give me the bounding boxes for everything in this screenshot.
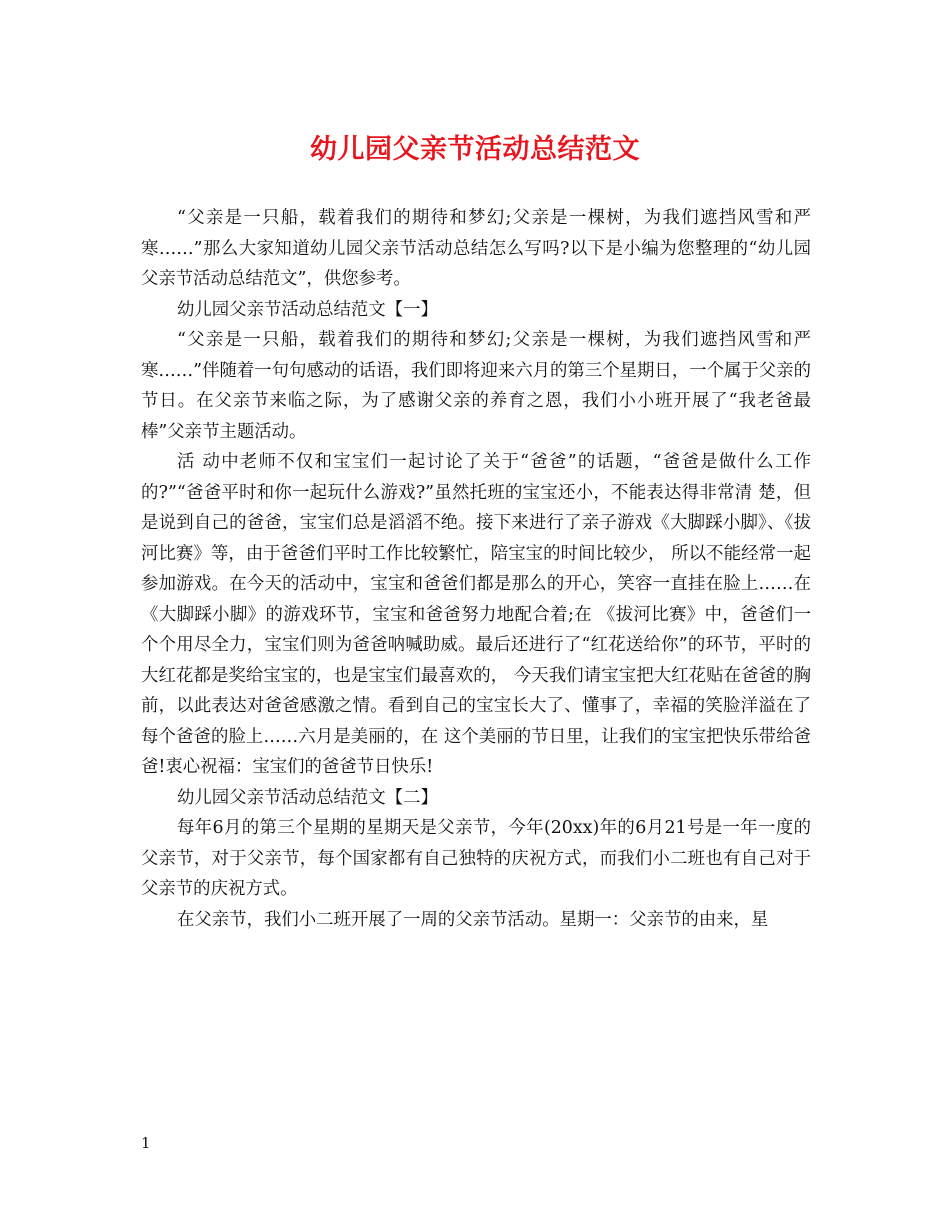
paragraph-two-b: 在父亲节，我们小二班开展了一周的父亲节活动。星期一：父亲节的由来，星 [177, 909, 769, 930]
document-body [141, 203, 811, 935]
paragraph-intro: “父亲是一只船，载着我们的期待和梦幻;父亲是一棵树，为我们遮挡风雪和严寒……”那么大家知道幼儿园父亲节活动总结怎么写吗?以下是小编为您整理的“幼儿园父亲节活动总结范文”，供您参考。 [141, 208, 811, 289]
section-heading-one: 幼儿园父亲节活动总结范文【一】 [177, 299, 438, 320]
document-title: 幼儿园父亲节活动总结范文 [310, 134, 640, 165]
section-heading-two: 幼儿园父亲节活动总结范文【二】 [177, 787, 438, 808]
page-number: 1 [141, 1134, 151, 1152]
paragraph-one-a: “父亲是一只船，载着我们的期待和梦幻;父亲是一棵树，为我们遮挡风雪和严寒……”伴随着一句句感动的话语，我们即将迎来六月的第三个星期日，一个属于父亲的节日。在父亲节来临之际，为了感谢父亲的养育之恩，我们小小班开展了“我老爸最棒”父亲节主题活动。 [141, 330, 811, 442]
paragraph-two-a: 每年6月的第三个星期的星期天是父亲节，今年(20xx)年的6月21号是一年一度的父亲节，对于父亲节，每个国家都有自己独特的庆祝方式，而我们小二班也有自己对于父亲节的庆祝方式。 [141, 818, 811, 899]
paragraph-one-b: 活 动中老师不仅和宝宝们一起讨论了关于“爸爸”的话题，“爸爸是做什么工作的?”“爸爸平时和你一起玩什么游戏?”虽然托班的宝宝还小，不能表达得非常清 楚，但是说到自己的爸爸，宝宝们总是滔滔不绝。接下来进行了亲子游戏《大脚踩小脚》、《拔河比赛》等，由于爸爸们平时工作比较繁忙，陪宝宝的时间比较少， 所以不能经常一起参加游戏。在今天的活动中，宝宝和爸爸们都是那么的开心，笑容一直挂在脸上……在《大脚踩小脚》的游戏环节，宝宝和爸爸努力地配合着;在 《拔河比赛》中，爸爸们一个个用尽全力，宝宝们则为爸爸呐喊助威。最后还进行了“红花送给你”的环节，平时的大红花都是奖给宝宝的，也是宝宝们最喜欢的， 今天我们请宝宝把大红花贴在爸爸的胸前，以此表达对爸爸感激之情。看到自己的宝宝长大了、懂事了，幸福的笑脸洋溢在了每个爸爸的脸上……六月是美丽的，在 这个美丽的节日里，让我们的宝宝把快乐带给爸爸!衷心祝福：宝宝们的爸爸节日快乐! [141, 452, 811, 777]
